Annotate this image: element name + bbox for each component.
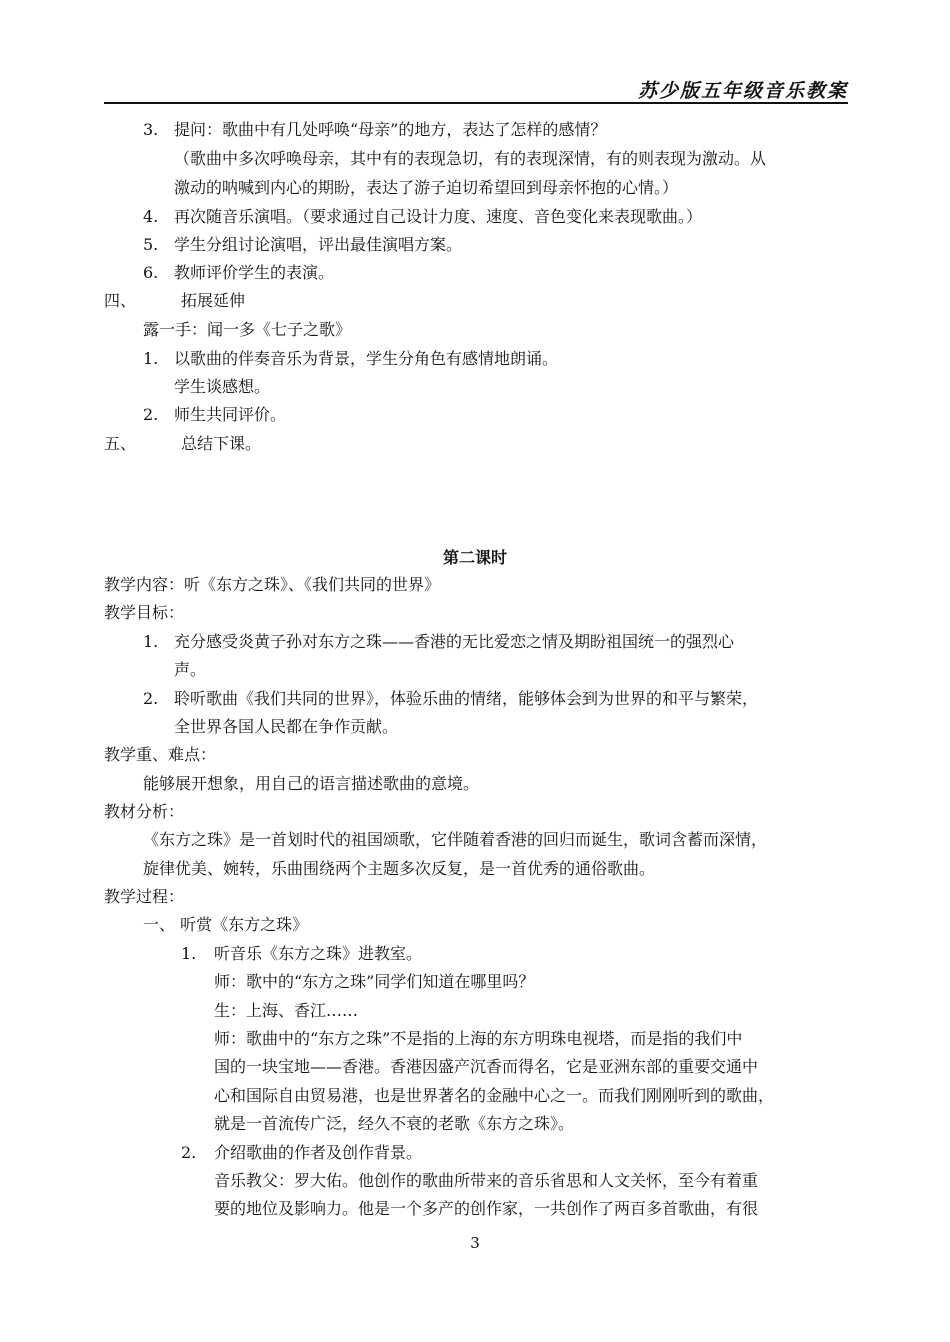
paragraph-line: 教学目标： (104, 603, 185, 622)
item-number: 1. (143, 349, 159, 368)
section-heading: 一、 听赏《东方之珠》 (143, 915, 309, 934)
paragraph-line: 音乐教父：罗大佑。他创作的歌曲所带来的音乐省思和人文关怀，至今有着重 (214, 1171, 759, 1190)
paragraph-line: 聆听歌曲《我们共同的世界》，体验乐曲的情绪，能够体会到为世界的和平与繁荣， (174, 689, 759, 708)
item-number: 2. (181, 1143, 197, 1162)
paragraph-line: 师生共同评价。 (174, 405, 287, 424)
paragraph-line: 露一手：闻一多《七子之歌》 (143, 320, 352, 339)
item-number: 3. (143, 120, 159, 139)
paragraph-line: 教材分析： (104, 802, 185, 821)
paragraph-line: 《东方之珠》是一首划时代的祖国颂歌，它伴随着香港的回归而诞生，歌词含蓄而深情， (143, 830, 768, 849)
paragraph-line: 要的地位及影响力。他是一个多产的创作家，一共创作了两百多首歌曲，有很 (214, 1199, 759, 1218)
section-heading: 总结下课。 (181, 434, 262, 453)
paragraph-line: 学生谈感想。 (174, 377, 271, 396)
section-number: 四、 (104, 291, 137, 310)
lesson-title: 第二课时 (442, 548, 507, 567)
paragraph-line: 生：上海、香江…… (214, 1001, 359, 1020)
paragraph-line: 再次随音乐演唱。（要求通过自己设计力度、速度、音色变化来表现歌曲。） (174, 207, 703, 226)
paragraph-line: 以歌曲的伴奏音乐为背景，学生分角色有感情地朗诵。 (174, 349, 559, 368)
paragraph-line: 就是一首流传广泛，经久不衰的老歌《东方之珠》。 (214, 1114, 575, 1133)
section-number: 五、 (104, 434, 137, 453)
paragraph-line: 全世界各国人民都在争作贡献。 (174, 717, 399, 736)
paragraph-line: 教学内容：听《东方之珠》、《我们共同的世界》 (104, 575, 441, 594)
page-number: 3 (470, 1234, 480, 1252)
item-number: 1. (181, 944, 197, 963)
paragraph-line: 提问：歌曲中有几处呼唤“母亲”的地方，表达了怎样的感情？ (174, 120, 607, 139)
header-title: 苏少版五年级音乐教案 (637, 80, 848, 102)
paragraph-line: 旋律优美、婉转，乐曲围绕两个主题多次反复，是一首优秀的通俗歌曲。 (143, 859, 656, 878)
paragraph-line: 师：歌曲中的“东方之珠”不是指的上海的东方明珠电视塔，而是指的我们中 (214, 1029, 743, 1048)
page-header (104, 76, 848, 104)
item-number: 6. (143, 263, 159, 282)
paragraph-line: 心和国际自由贸易港，也是世界著名的金融中心之一。而我们刚刚听到的歌曲， (214, 1086, 775, 1105)
paragraph-line: 师：歌中的“东方之珠”同学们知道在哪里吗？ (214, 972, 535, 991)
paragraph-line: 声。 (174, 660, 207, 679)
item-number: 1. (143, 632, 159, 651)
item-number: 4. (143, 207, 159, 226)
paragraph-line: （歌曲中多次呼唤母亲，其中有的表现急切，有的表现深情，有的则表现为激动。从 (174, 149, 767, 168)
item-number: 5. (143, 235, 159, 254)
paragraph-line: 介绍歌曲的作者及创作背景。 (214, 1143, 423, 1162)
paragraph-line: 国的一块宝地——香港。香港因盛产沉香而得名，它是亚洲东部的重要交通中 (214, 1057, 759, 1076)
paragraph-line: 激动的呐喊到内心的期盼，表达了游子迫切希望回到母亲怀抱的心情。） (174, 178, 679, 197)
paragraph-line: 能够展开想象，用自己的语言描述歌曲的意境。 (143, 774, 480, 793)
paragraph-line: 充分感受炎黄子孙对东方之珠——香港的无比爱恋之情及期盼祖国统一的强烈心 (174, 632, 735, 651)
item-number: 2. (143, 405, 159, 424)
paragraph-line: 教学过程： (104, 887, 185, 906)
item-number: 2. (143, 689, 159, 708)
section-heading: 拓展延伸 (181, 291, 246, 310)
paragraph-line: 教学重、难点： (104, 745, 217, 764)
paragraph-line: 听音乐《东方之珠》进教室。 (214, 944, 423, 963)
paragraph-line: 教师评价学生的表演。 (174, 263, 335, 282)
paragraph-line: 学生分组讨论演唱，评出最佳演唱方案。 (174, 235, 463, 254)
